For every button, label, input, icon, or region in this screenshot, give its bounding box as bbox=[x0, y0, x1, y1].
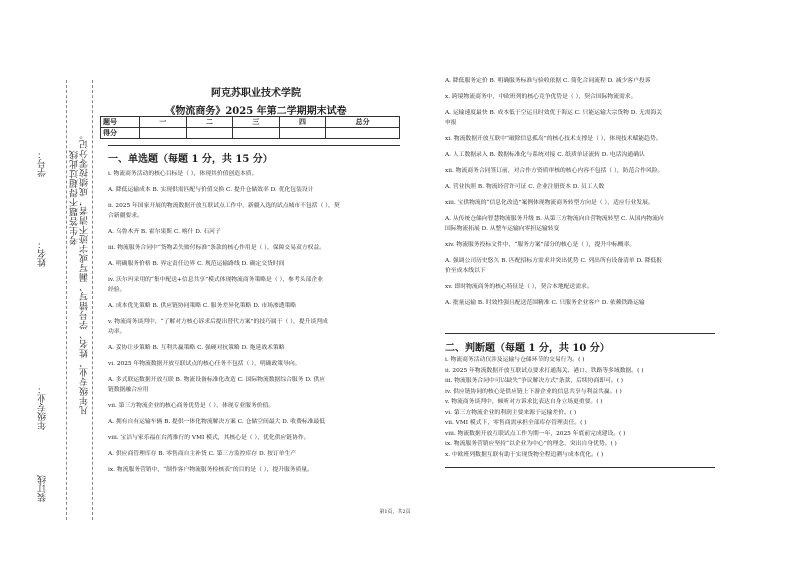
question-line: viii. 宝洁与家乐福在台湾推行的 VMI 模式，其核心是（ ），优化供应链协作。 bbox=[108, 435, 310, 441]
question-line: A. 明确服务价格 B. 界定责任边界 C. 规范运输路线 D. 确定交货时间 bbox=[108, 261, 285, 267]
question-line: A. 从传统仓储向智慧物流服务升级 B. 从第三方物流向自营物流转型 C. 从国内物流向 bbox=[445, 216, 664, 222]
score-table-cell: 一 bbox=[140, 117, 187, 128]
question-line: 国际物流拓展 D. 从整车运输向零担运输转变 bbox=[445, 226, 560, 232]
score-table-cell: 得分 bbox=[101, 128, 140, 139]
question-line: A. 降低服务定价 B. 明确服务标准与验收依据 C. 简化合同流程 D. 减少客户投诉 bbox=[445, 78, 651, 84]
question-line: iv. 沃尔玛采用的“集中配送+信息共享”模式体现物流商务策略是（ ），参考头部企业 bbox=[108, 277, 323, 283]
score-input-cell bbox=[326, 128, 400, 139]
question-line: A. 运输速度最快 B. 成本低于空运且时效优于海运 C. 只能运输大宗货物 D. 无需海关 bbox=[445, 110, 663, 116]
question-line: i. 物流商务活动仅涉及运输与仓储环节的交易行为。( ) bbox=[445, 357, 585, 363]
page-number: 第1页，共2页 bbox=[379, 509, 411, 515]
question-line: A. 多式联运数据开放互联 B. 物流设备标准化改造 C. 国际物流数据综合服务 D. 供应 bbox=[108, 377, 326, 383]
question-line: A. 成本优先策略 B. 供应链协同策略 C. 服务差异化策略 D. 市场渗透策略 bbox=[108, 303, 297, 309]
section2-bottom-rule bbox=[445, 467, 715, 468]
question-line: vii. 第三方物流企业的核心商务优势是（ ），体现专业服务价值。 bbox=[108, 403, 275, 409]
score-table-cell: 总分 bbox=[326, 117, 400, 128]
question-line: A. 乌鲁木齐 B. 霍尔果斯 C. 喀什 D. 石河子 bbox=[108, 229, 221, 235]
question-line: A. 供应商管理库存 B. 零售商自主补货 C. 第三方监控库存 D. 按订单生产 bbox=[108, 451, 297, 457]
score-table-cell: 四 bbox=[279, 117, 326, 128]
section1-title: 一、单选题（每题 1 分，共 15 分） bbox=[108, 154, 273, 165]
exam-title: 《物流商务》2025 年第二学期期末试卷 bbox=[165, 106, 347, 117]
binding-line-outer bbox=[66, 80, 67, 520]
question-line: v. 物流商务谈判中，“了解对方核心诉求后提出替代方案”的技巧属于（ ），提升谈判成 bbox=[108, 319, 328, 325]
question-line: xv. 即时物流商务的核心特征是（ ），契合本地配送需求。 bbox=[445, 284, 593, 290]
name-label: 姓名： bbox=[38, 240, 48, 267]
score-input-cell bbox=[186, 128, 233, 139]
score-table-score-row bbox=[101, 128, 400, 139]
question-line: vi. 第三方物流企业的利润主要来源于运输差价。( ) bbox=[445, 409, 577, 416]
question-line: A. 人工数据录入 B. 数据标准化与系统对接 C. 纸质单证流转 D. 电话沟通确认 bbox=[445, 152, 645, 158]
question-line: iii. 物流服务合同中“货物丢失赔付标准”条款的核心作用是（ ），保障交易双方权益。 bbox=[108, 245, 326, 251]
question-line: xii. 物流商务合同签订前，对合作方资质审核的核心内容不包括（ ），防范合作风险。 bbox=[445, 168, 664, 174]
question-line: vii. VMI 模式下，零售商需承担全部库存管理责任。( ) bbox=[445, 420, 587, 426]
score-table-cell: 题号 bbox=[101, 117, 140, 128]
section2-title: 二、判断题（每题 1 分，共 10 分） bbox=[445, 343, 610, 354]
score-input-cell bbox=[140, 128, 187, 139]
question-line: 经验。 bbox=[108, 287, 126, 293]
question-line: A. 营业执照 B. 物流经营许可证 C. 企业注册资本 D. 员工人数 bbox=[445, 184, 605, 190]
binding-notice-1: 考生答题不得超过此线 bbox=[70, 150, 80, 245]
school-name: 阿克苏职业技术学院 bbox=[211, 88, 301, 99]
signature-label: 装订线 bbox=[38, 475, 48, 502]
section1-rule bbox=[108, 145, 400, 146]
question-line: 链数据融合应用 bbox=[108, 387, 149, 393]
binding-line-inner bbox=[92, 80, 93, 520]
score-input-cell bbox=[233, 128, 280, 139]
question-line: vi. 2025 年物流数据开放互联试点的核心任务不包括（ ），明确政策导向。 bbox=[108, 361, 301, 367]
question-line: xiv. 物流服务投标文件中，“服务方案”部分的核心是（ ），提升中标概率。 bbox=[445, 242, 636, 248]
student-id-label: 学号： bbox=[38, 150, 48, 177]
score-input-cell bbox=[279, 128, 326, 139]
section2-rule bbox=[445, 333, 715, 334]
question-line: A. 批量运输 B. 时效性强且配送范围精准 C. 只服务企业客户 D. 依赖铁路运输 bbox=[445, 300, 645, 306]
question-line: 申报 bbox=[445, 120, 457, 126]
question-line: 价至成本线以下 bbox=[445, 268, 486, 274]
question-line: x. 跨境物流商务中，中欧班列的核心竞争优势是（ ），契合国际物流需求。 bbox=[445, 94, 637, 100]
question-line: iv. 供应链协同的核心是供应链上下游企业的信息共享与利益共赢。( ) bbox=[445, 388, 622, 395]
score-table-cell: 三 bbox=[233, 117, 280, 128]
binding-notice-2: 凡年级专业、姓名、学号错写、漏写或字迹不清者，成绩按零分记。 bbox=[80, 130, 90, 415]
question-line: A. 强调公司历史悠久 B. 匹配招标方需求并突出优势 C. 列出所有设备清单 D. 降低报 bbox=[445, 258, 663, 264]
question-line: ix. 物流服务营销中，“制作客户物流服务检核表”的目的是（ ），提升服务质量。 bbox=[108, 467, 313, 473]
score-table bbox=[100, 116, 400, 139]
question-line: 合新疆要求。 bbox=[108, 213, 143, 219]
score-table-cell: 二 bbox=[186, 117, 233, 128]
question-line: xiii. 宝供物流的“信息化改造”案例体现物流商务转型方向是（ ），适应行业发展。 bbox=[445, 200, 654, 206]
score-table-header-row bbox=[101, 117, 400, 128]
question-line: viii. 物流数据开放互联试点工作为期一年，2025 年底前完成建设。( ) bbox=[445, 430, 626, 437]
question-line: x. 中欧班列数据互联有助于实现货物全程追溯与成本优化。( ) bbox=[445, 451, 604, 458]
question-line: ii. 2025 年物流数据开放互联试点要求打通海关、港口、铁路等多域数据。( ) bbox=[445, 367, 644, 374]
question-line: iii. 物流服务合同中可以缺失“争议解决方式”条款，后续协商即可。( ) bbox=[445, 378, 624, 384]
question-line: ii. 2025 年国家开展的物流数据开放互联试点工作中，新疆入选的试点城市不包括（ ），契 bbox=[108, 203, 340, 209]
question-line: xi. 物流数据开放互联中“破除信息孤岛”的核心技术支撑是（ ），体现技术赋能趋势。 bbox=[445, 136, 662, 142]
question-line: i. 物流商务活动的核心目标是（ ），体现其价值创造本质。 bbox=[108, 171, 258, 177]
question-line: A. 降低运输成本 B. 实现供需匹配与价值交换 C. 提升仓储效率 D. 优化包装设计 bbox=[108, 187, 314, 193]
question-line: ix. 物流服务营销应坚持“以企业为中心”的理念，突出自身优势。( ) bbox=[445, 441, 617, 447]
grade-major-label: 年级专业： bbox=[38, 385, 48, 430]
question-line: A. 拥有自有运输车辆 B. 提供一体化物流解决方案 C. 仓储空间最大 D. 收费标准最低 bbox=[108, 419, 326, 425]
question-line: A. 妥协让步策略 B. 互利共赢策略 C. 强硬对抗策略 D. 拖延战术策略 bbox=[108, 345, 285, 351]
question-line: v. 物流商务谈判中，倾听对方诉求比表达自身立场更重要。( ) bbox=[445, 399, 603, 405]
question-line: 功率。 bbox=[108, 329, 126, 335]
